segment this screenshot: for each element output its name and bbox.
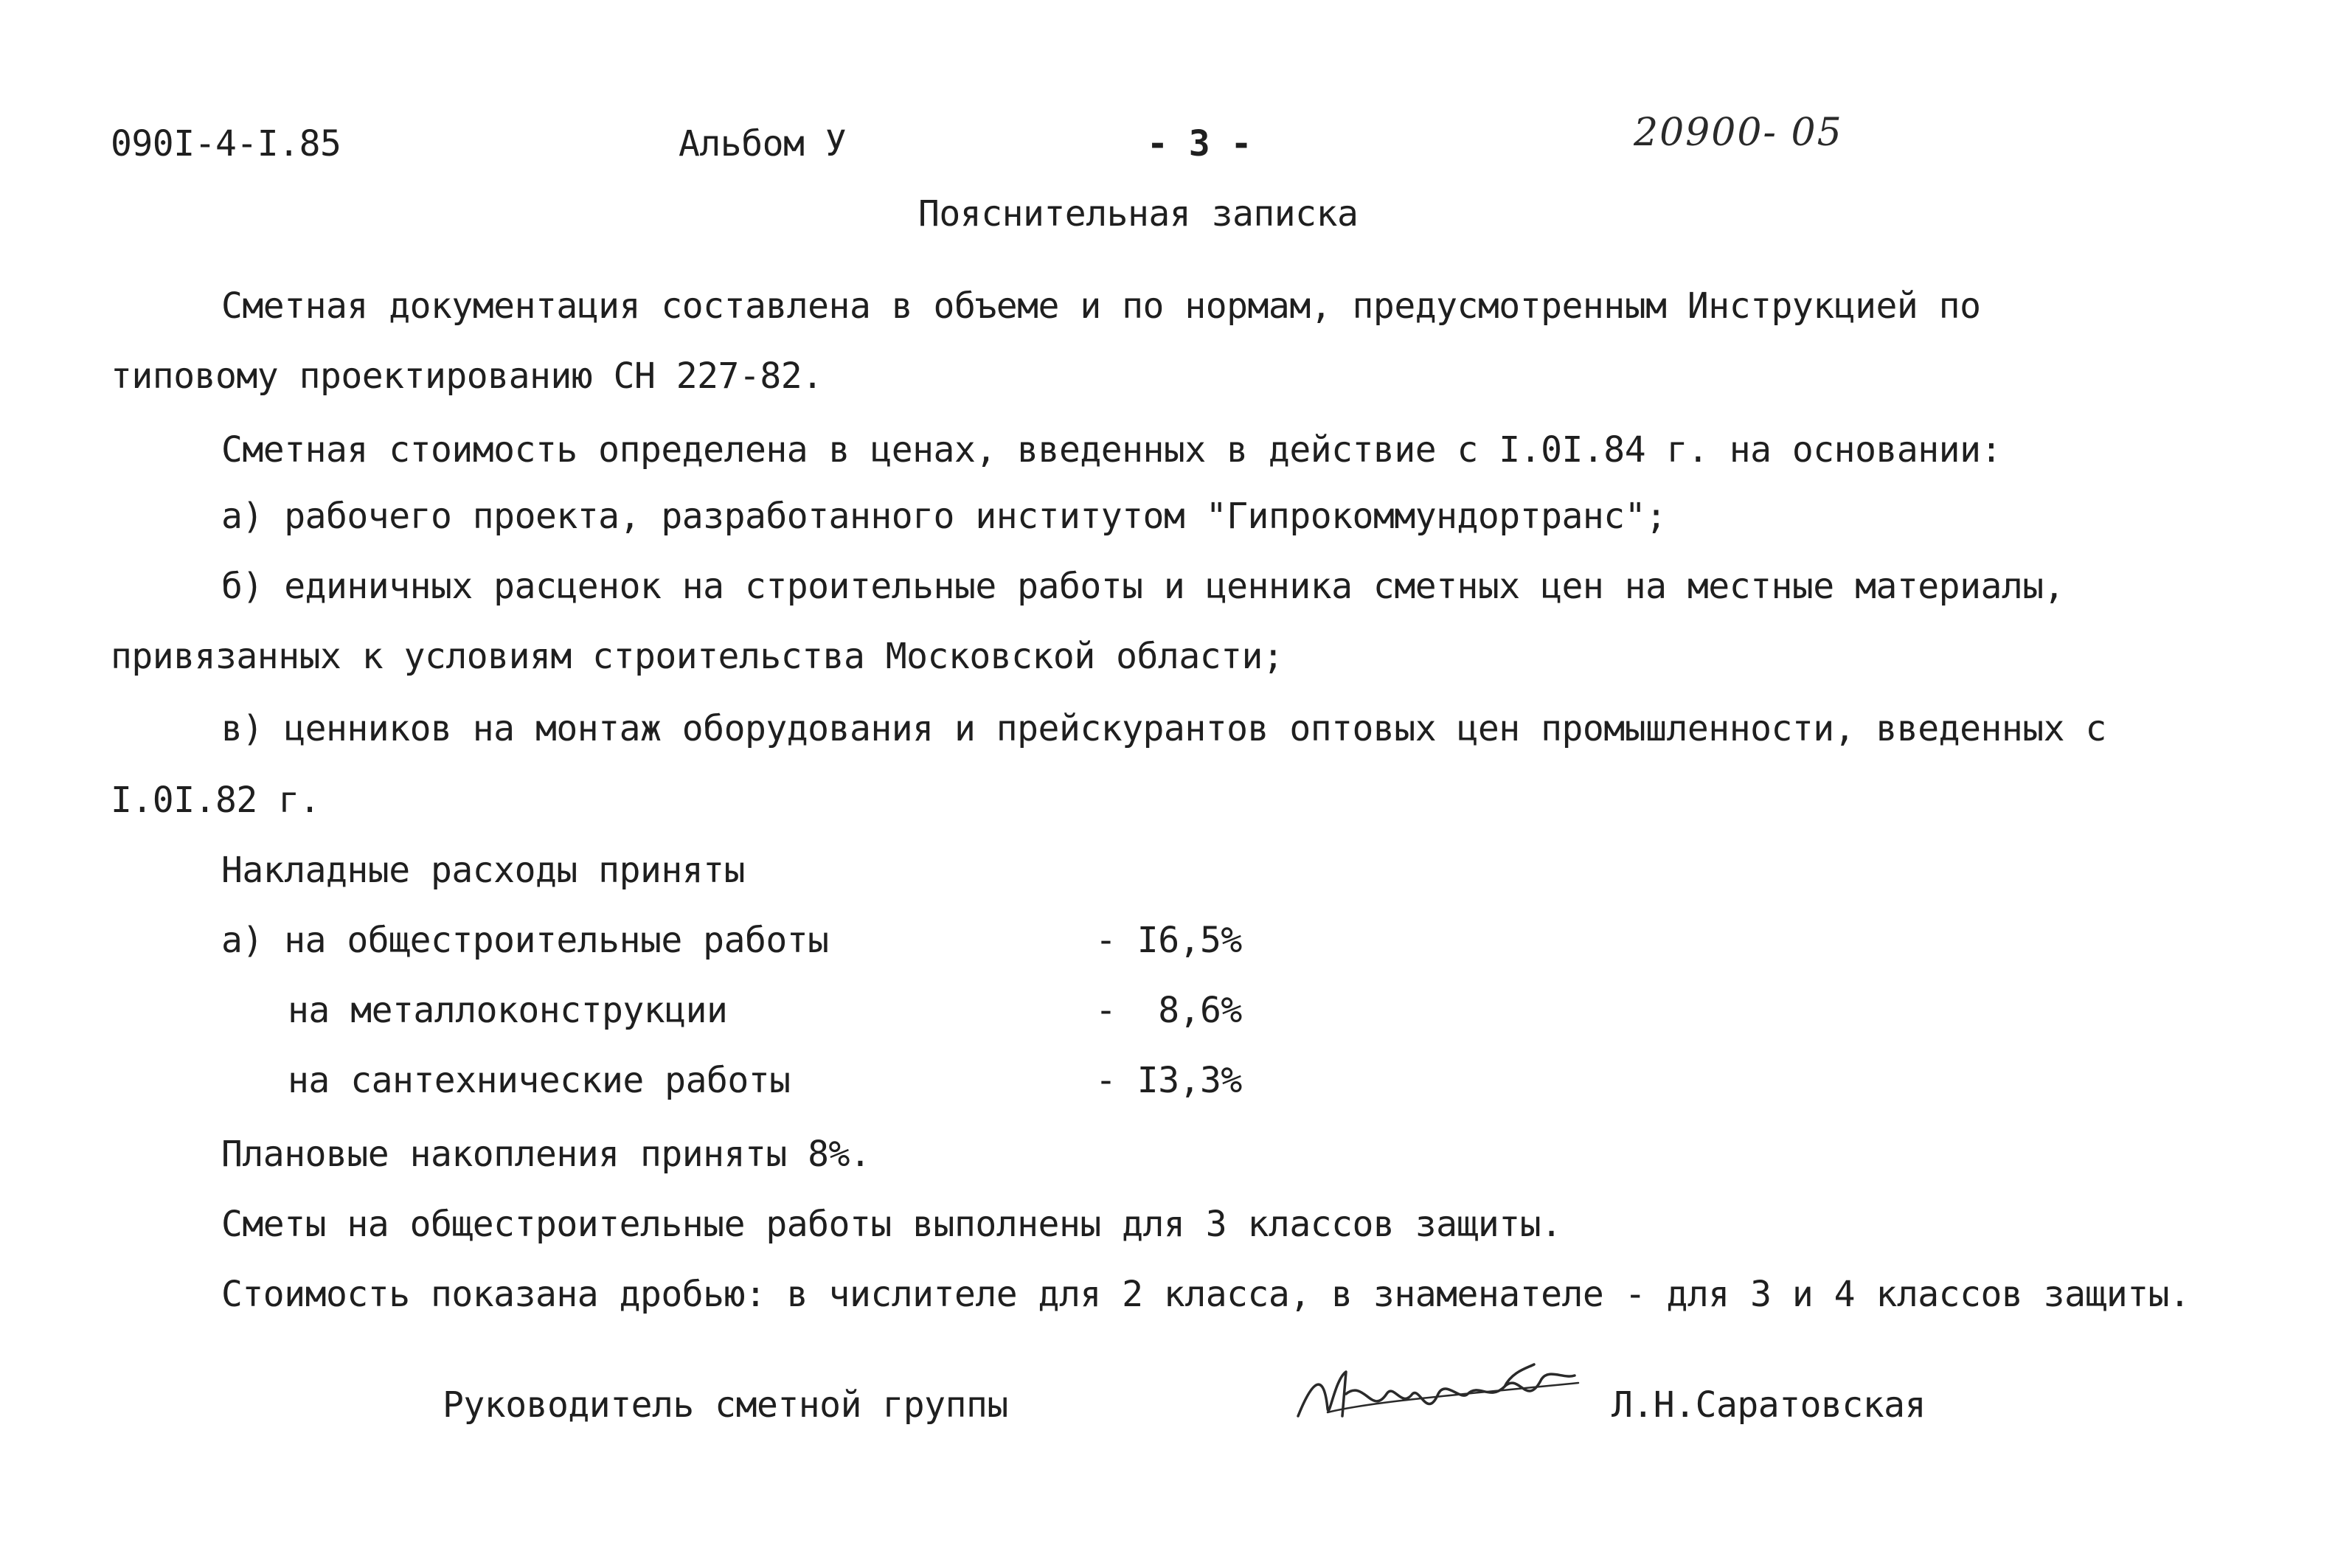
overhead-row-value: - 8,6% [1095, 990, 1242, 1031]
handwritten-signature [1283, 1350, 1608, 1431]
handwritten-number: 20900- 05 [1634, 111, 1843, 155]
list-item-b-line-2: привязанных к условиям строительства Московской области; [111, 636, 1284, 677]
list-item-c-line-2: I.0I.82 г. [111, 780, 320, 821]
overhead-heading: Накладные расходы приняты [221, 850, 745, 891]
signatory-name: Л.Н.Саратовская [1612, 1384, 1926, 1426]
list-item-c-line-1: в) ценников на монтаж оборудования и прейскурантов оптовых цен промышленности, введенных с [221, 708, 2106, 749]
overhead-row-label: на металлоконструкции [288, 990, 728, 1031]
overhead-row-label: а) на общестроительные работы [221, 920, 829, 961]
paragraph-1-line-1: Сметная документация составлена в объеме и по нормам, предусмотренным Инструкцией по [221, 285, 1981, 327]
overhead-row-label: на сантехнические работы [288, 1060, 791, 1101]
paragraph-2: Сметная стоимость определена в ценах, введенных в действие с I.0I.84 г. на основании: [221, 429, 2002, 471]
list-item-b-line-1: б) единичных расценок на строительные работы и ценника сметных цен на местные материалы, [221, 566, 2065, 607]
page-number: - 3 - [1147, 123, 1252, 164]
page-title: Пояснительная записка [918, 193, 1359, 235]
album-label: Альбом У [679, 123, 847, 164]
signatory-position: Руководитель сметной группы [443, 1384, 1008, 1426]
overhead-row-value: - I3,3% [1095, 1060, 1242, 1101]
planned-savings: Плановые накопления приняты 8%. [221, 1134, 871, 1175]
cost-note: Стоимость показана дробью: в числителе для 2 класса, в знаменателе - для 3 и 4 классов защиты. [221, 1274, 2190, 1315]
list-item-a: а) рабочего проекта, разработанного институтом "Гипрокоммундортранс"; [221, 496, 1667, 537]
estimates-note: Сметы на общестроительные работы выполнены для 3 классов защиты. [221, 1204, 1562, 1245]
paragraph-1-line-2: типовому проектированию СН 227-82. [111, 355, 823, 397]
overhead-row-value: - I6,5% [1095, 920, 1242, 961]
document-code: 090I-4-I.85 [111, 123, 341, 164]
